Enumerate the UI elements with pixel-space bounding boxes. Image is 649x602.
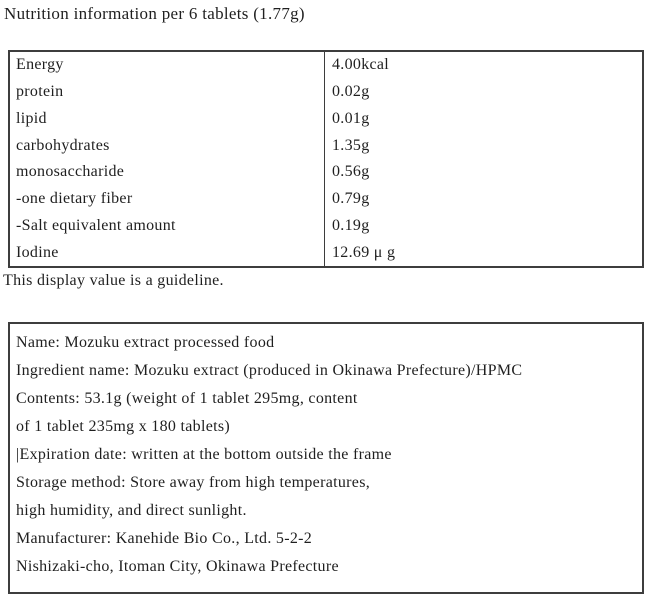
product-info-line: of 1 tablet 235mg x 180 tablets) [16, 418, 231, 435]
nutrient-value: 0.02g [324, 79, 642, 106]
nutrient-value: 0.56g [324, 159, 642, 186]
product-info-line: Storage method: Store away from high temperatures, [16, 474, 371, 491]
table-row [10, 239, 642, 266]
page-title: Nutrition information per 6 tablets (1.77g) [4, 4, 305, 23]
nutrient-label: protein [16, 83, 64, 101]
nutrition-table [8, 50, 644, 268]
nutrient-label: carbohydrates [16, 136, 110, 154]
nutrient-label: -Salt equivalent amount [16, 216, 176, 234]
product-info-line: Nishizaki-cho, Itoman City, Okinawa Prefecture [16, 558, 339, 575]
nutrient-label: monosaccharide [16, 163, 125, 181]
nutrient-value: 12.69 μ g [324, 239, 642, 266]
product-info-line: Contents: 53.1g (weight of 1 tablet 295mg, content [16, 390, 358, 407]
table-row [10, 106, 642, 133]
table-row [10, 213, 642, 240]
nutrient-label: Iodine [16, 243, 59, 261]
nutrient-value: 1.35g [324, 132, 642, 159]
product-info-line: Manufacturer: Kanehide Bio Co., Ltd. 5-2-2 [16, 530, 313, 547]
table-row [10, 52, 642, 79]
table-row [10, 186, 642, 213]
nutrient-value: 0.19g [324, 213, 642, 240]
guideline-note: This display value is a guideline. [3, 272, 224, 289]
nutrient-label: lipid [16, 109, 47, 127]
nutrient-label: Energy [16, 56, 64, 74]
nutrient-label: -one dietary fiber [16, 190, 133, 208]
nutrient-value: 0.01g [324, 106, 642, 133]
table-row [10, 79, 642, 106]
nutrient-value: 0.79g [324, 186, 642, 213]
table-row [10, 132, 642, 159]
product-info-line: |Expiration date: written at the bottom outside the frame [16, 446, 392, 463]
table-row [10, 159, 642, 186]
product-info-line: Ingredient name: Mozuku extract (produced in Okinawa Prefecture)/HPMC [16, 362, 523, 379]
product-info-line: Name: Mozuku extract processed food [16, 334, 275, 351]
product-info-box [8, 322, 644, 594]
product-info-line: high humidity, and direct sunlight. [16, 502, 247, 519]
nutrient-value: 4.00kcal [324, 52, 642, 79]
